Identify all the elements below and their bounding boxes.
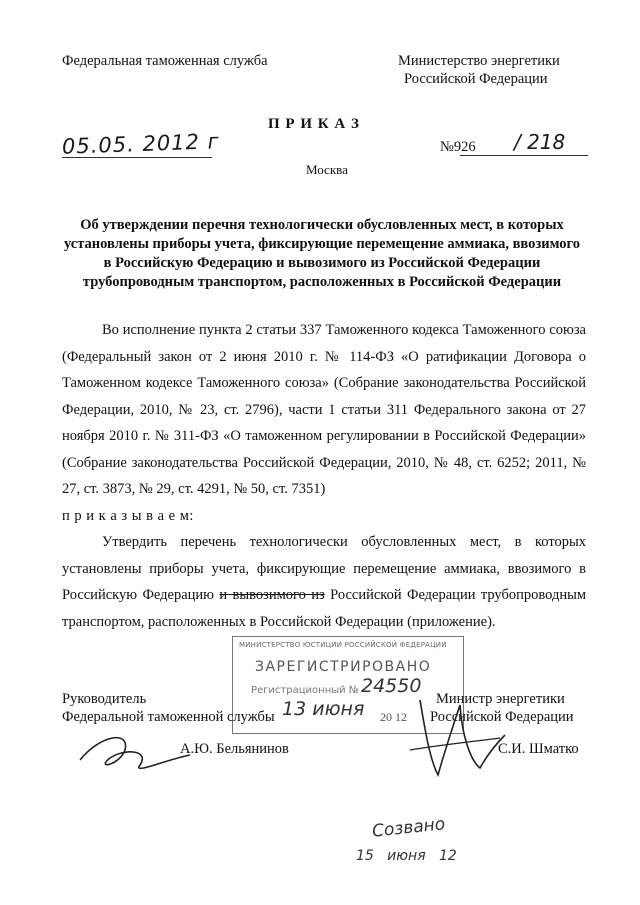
stamp-reg-number: 24550 (361, 675, 422, 697)
strikethrough-text: и вывозимого из (219, 587, 325, 603)
left-signer-name: А.Ю. Бельянинов (180, 741, 289, 757)
document-title: Об утверждении перечня технологически обусловленных мест, в которых установлены приборы учета, фиксирующие перемещение аммиака, ввозимого в Российскую Федерацию и вывозимого из Российской Федерации трубопроводным транспортом, расположенных в Российской Федерации (63, 217, 581, 290)
document-body (62, 317, 586, 635)
order-heading: П Р И К А З (268, 116, 360, 132)
body-paragraph-2: Утвердить перечень технологически обусловленных мест, в которых установлены приборы учета, фиксирующие перемещение аммиака, ввозимого в Российскую Федерацию и вывозимого из Российской Федерации трубопроводным транспортом, расположенных в Российской Федерации (приложение). (62, 534, 586, 630)
number-underline (460, 155, 588, 156)
footnote-line-2: 15 июня 12 (356, 848, 457, 864)
left-org: Федеральная таможенная служба (62, 53, 268, 69)
right-org-line1: Министерство энергетики (398, 53, 560, 69)
stamp-main: ЗАРЕГИСТРИРОВАНО (255, 659, 432, 675)
left-signer-role-2: Федеральной таможенной службы (62, 709, 275, 725)
left-signer-role-1: Руководитель (62, 691, 147, 707)
order-number-handwritten: / 218 (514, 130, 566, 154)
stamp-reg-label: Регистрационный № (251, 685, 360, 696)
footnote-line-1: Созвано (371, 814, 447, 842)
right-signature (400, 690, 510, 780)
number-printed: 926 (453, 139, 476, 155)
city: Москва (306, 162, 348, 177)
order-word: п р и к а з ы в а е м: (62, 507, 194, 524)
right-signer-name: С.И. Шматко (498, 741, 579, 757)
stamp-top-line: МИНИСТЕРСТВО ЮСТИЦИИ РОССИЙСКОЙ ФЕДЕРАЦИИ (239, 641, 447, 649)
date-underline (62, 157, 212, 158)
stamp-date-handwritten: 13 июня (282, 698, 365, 720)
stamp-date-year: 20 12 (380, 710, 407, 724)
left-signature (70, 720, 200, 780)
order-number (440, 138, 476, 156)
right-signer-role-1: Министр энергетики (436, 691, 565, 707)
body-paragraph-1: Во исполнение пункта 2 статьи 337 Таможенного кодекса Таможенного союза (Федеральный закон от 2 июня 2010 г. № 114-ФЗ «О ратификации Договора о Таможенном кодексе Таможенного союза» (Собрание законодательства Российской Федерации, 2010, № 23, ст. 2796), части 1 статьи 311 Федерального закона от 27 ноября 2010 г. № 311-ФЗ «О таможенном регулировании в Российской Федерации» (Собрание законодательства Российской Федерации, 2010, № 48, ст. 6252; 2011, № 27, ст. 3873, № 29, ст. 4291, № 50, ст. 7351) (62, 322, 586, 497)
number-prefix: № (440, 139, 454, 155)
right-org-line2: Российской Федерации (404, 71, 548, 87)
order-date: 05.05. 2012 г (61, 129, 220, 159)
right-signer-role-2: Российской Федерации (430, 709, 574, 725)
